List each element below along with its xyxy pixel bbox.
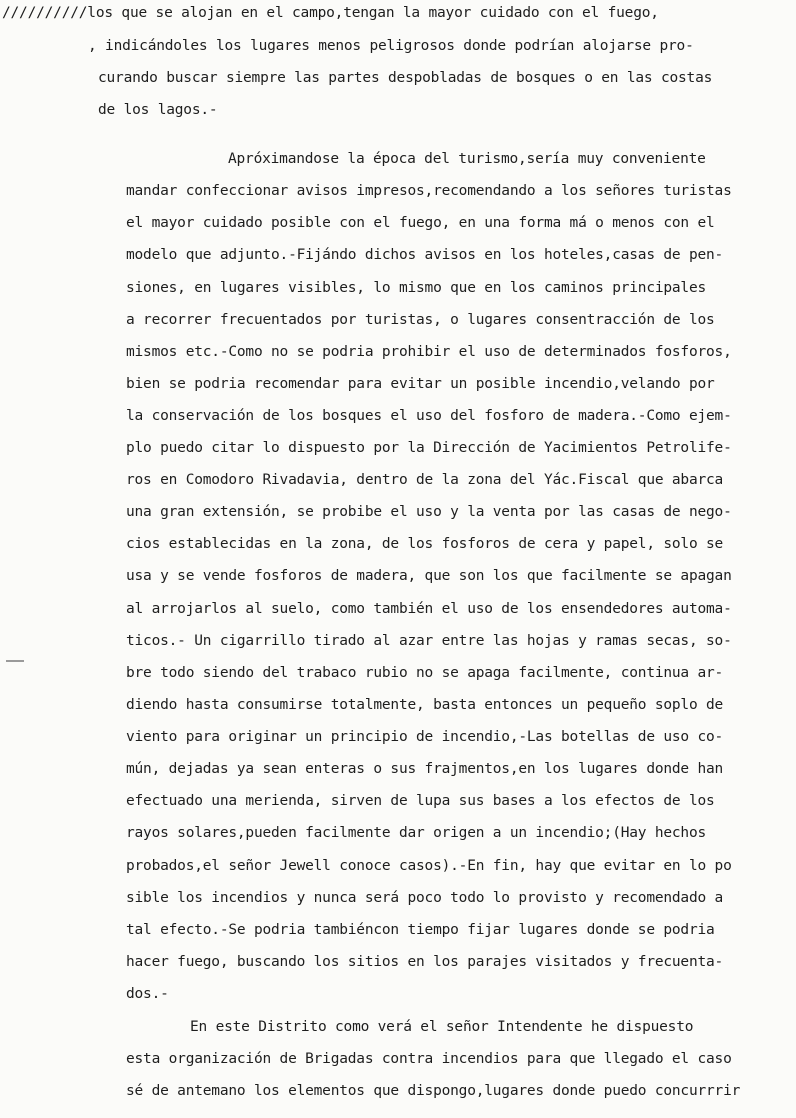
text-line: dos.- [126, 986, 169, 1002]
text-line: la conservación de los bosques el uso del fosforo de madera.-Como ejem- [126, 408, 732, 424]
text-line: al arrojarlos al suelo, como también el uso de los ensendedores automa- [126, 601, 732, 617]
text-line: el mayor cuidado posible con el fuego, en una forma má o menos con el [126, 215, 715, 231]
text-line: esta organización de Brigadas contra incendios para que llegado el caso [126, 1051, 732, 1067]
text-line: sé de antemano los elementos que dispongo,lugares donde puedo concurrrir [126, 1083, 741, 1099]
text-line: probados,el señor Jewell conoce casos).-En fin, hay que evitar en lo po [126, 858, 732, 874]
text-line: mún, dejadas ya sean enteras o sus frajmentos,en los lugares donde han [126, 761, 724, 777]
text-line: En este Distrito como verá el señor Intendente he dispuesto [190, 1019, 694, 1035]
text-line: ros en Comodoro Rivadavia, dentro de la zona del Yác.Fiscal que abarca [126, 472, 724, 488]
text-line: sible los incendios y nunca será poco todo lo provisto y recomendado a [126, 890, 724, 906]
text-line: bien se podria recomendar para evitar un posible incendio,velando por [126, 376, 715, 392]
text-line: rayos solares,pueden facilmente dar origen a un incendio;(Hay hechos [126, 825, 707, 841]
text-line: hacer fuego, buscando los sitios en los parajes visitados y frecuenta- [126, 954, 724, 970]
text-line: bre todo siendo del trabaco rubio no se apaga facilmente, continua ar- [126, 665, 724, 681]
text-line: plo puedo citar lo dispuesto por la Dirección de Yacimientos Petrolife- [126, 440, 732, 456]
text-line: , indicándoles los lugares menos peligrosos donde podrían alojarse pro- [88, 38, 694, 54]
text-line: mandar confeccionar avisos impresos,recomendando a los señores turistas [126, 183, 732, 199]
text-line: efectuado una merienda, sirven de lupa sus bases a los efectos de los [126, 793, 715, 809]
text-line: //////////los que se alojan en el campo,tengan la mayor cuidado con el fuego, [2, 5, 659, 21]
text-line: diendo hasta consumirse totalmente, basta entonces un pequeño soplo de [126, 697, 724, 713]
text-line: una gran extensión, se probibe el uso y la venta por las casas de nego- [126, 504, 732, 520]
text-line: ticos.- Un cigarrillo tirado al azar entre las hojas y ramas secas, so- [126, 633, 732, 649]
text-line: modelo que adjunto.-Fijándo dichos avisos en los hoteles,casas de pen- [126, 247, 724, 263]
text-line: viento para originar un principio de incendio,-Las botellas de uso co- [126, 729, 724, 745]
text-line: a recorrer frecuentados por turistas, o lugares consentracción de los [126, 312, 715, 328]
text-line: mismos etc.-Como no se podria prohibir el uso de determinados fosforos, [126, 344, 732, 360]
text-line: siones, en lugares visibles, lo mismo que en los caminos principales [126, 280, 707, 296]
text-line: curando buscar siempre las partes despobladas de bosques o en las costas [98, 70, 713, 86]
margin-mark [6, 660, 24, 662]
text-line: de los lagos.- [98, 102, 218, 118]
text-line: Apróximandose la época del turismo,sería muy conveniente [228, 151, 706, 167]
text-line: cios establecidas en la zona, de los fosforos de cera y papel, solo se [126, 536, 724, 552]
text-line: tal efecto.-Se podria tambiéncon tiempo fijar lugares donde se podria [126, 922, 715, 938]
text-line: usa y se vende fosforos de madera, que son los que facilmente se apagan [126, 568, 732, 584]
